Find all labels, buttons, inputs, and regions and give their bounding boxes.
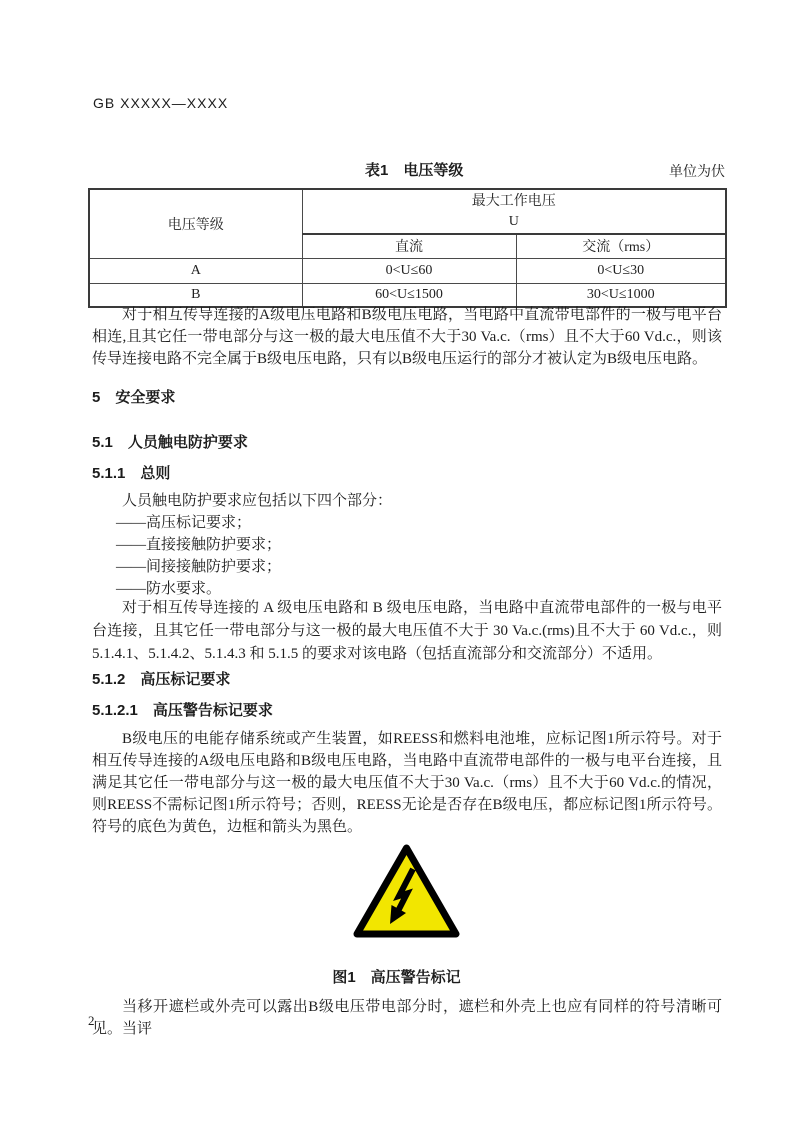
row-b-dc: 60<U≤1500	[302, 283, 516, 307]
row-b-level: B	[89, 283, 302, 307]
heading-5-1-2-hv-marking: 5.1.2 高压标记要求	[92, 671, 231, 688]
table-1-unit-note: 单位为伏	[669, 165, 725, 180]
voltage-class-table	[88, 188, 727, 308]
heading-5-1-2-1-hv-warning-marking: 5.1.2.1 高压警告标记要求	[92, 702, 273, 719]
row-b-ac: 30<U≤1000	[516, 283, 726, 307]
heading-5-1-1-general: 5.1.1 总则	[92, 465, 171, 482]
table-1-title: 表1 电压等级	[365, 162, 464, 179]
table-header-dc: 直流	[302, 234, 516, 258]
row-a-level: A	[89, 258, 302, 283]
heading-5-1-shock-protection: 5.1 人员触电防护要求	[92, 434, 248, 451]
table-header-level: 电压等级	[89, 189, 302, 258]
list-item-hv-marking: ——高压标记要求；	[116, 515, 252, 531]
heading-5-safety-requirements: 5 安全要求	[92, 389, 176, 406]
row-a-ac: 0<U≤30	[516, 258, 726, 283]
paragraph-conductively-connected-1: 对于相互传导连接的A级电压电路和B级电压电路，当电路中直流带电部件的一极与电平台相连,且其它任一带电部分与这一极的最大电压值不大于30 Va.c.（rms）且不大于60 Vd.c.，则该传导连接电路不完全属于B级电压电路，只有以B级电压运行的部分才被认定为B级电压电路。	[92, 307, 722, 367]
standard-number-header: GB XXXXX—XXXX	[93, 95, 229, 111]
max-voltage-label: 最大工作电压	[471, 193, 556, 209]
paragraph-conductively-connected-2: 对于相互传导连接的 A 级电压电路和 B 级电压电路，当电路中直流带电部件的一极与电平台连接，且其它任一带电部分与这一极的最大电压值不大于 30 Va.c.(rms)且不大于 60 Vd.c.，则 5.1.4.1、5.1.4.2、5.1.4.3 和 5.1.5 的要求对该电路（包括直流部分和交流部分）不适用。	[92, 600, 722, 662]
list-item-direct-contact: ——直接接触防护要求；	[116, 537, 282, 553]
paragraph-reess-marking: B级电压的电能存储系统或产生装置，如REESS和燃料电池堆，应标记图1所示符号。对于相互传导连接的A级电压电路和B级电压电路，当电路中直流带电部件的一极与电平台连接，且满足其它任一带电部分与这一极的最大电压值不大于30 Va.c.（rms）且不大于60 Vd.c.的情况，则REESS不需标记图1所示符号；否则，REESS无论是否存在B级电压，都应标记图1所示符号。符号的底色为黄色，边框和箭头为黑色。	[92, 731, 722, 835]
voltage-symbol-label: U	[508, 213, 519, 229]
page-number: 2	[88, 1013, 95, 1028]
list-intro: 人员触电防护要求应包括以下四个部分：	[122, 493, 393, 509]
figure-1-caption: 图1 高压警告标记	[332, 969, 461, 986]
table-header-ac: 交流（rms）	[516, 234, 726, 258]
table-row	[89, 258, 726, 283]
paragraph-barrier-enclosure: 当移开遮栏或外壳可以露出B级电压带电部分时，遮栏和外壳上也应有同样的符号清晰可见。当评	[92, 999, 722, 1037]
list-item-indirect-contact: ——间接接触防护要求；	[116, 559, 282, 575]
high-voltage-warning-icon	[353, 843, 460, 939]
row-a-dc: 0<U≤60	[302, 258, 516, 283]
table-header-max-voltage	[302, 189, 726, 234]
list-item-water-protection: ——防水要求。	[116, 581, 222, 597]
